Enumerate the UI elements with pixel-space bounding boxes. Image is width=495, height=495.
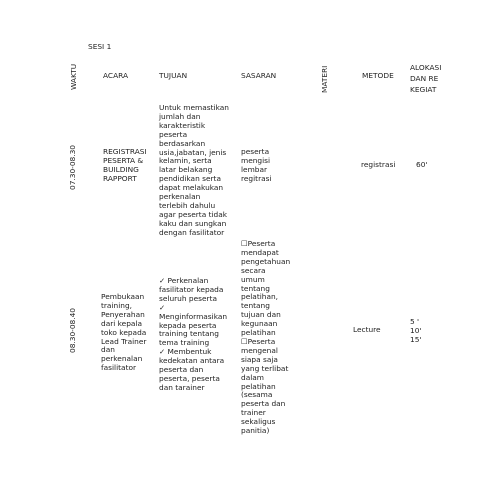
- row2-sasaran: ☐Peserta mendapat pengetahuan secara umum tentang pelatihan, tentang tujuan dan kegunaan pelatihan ☐Peserta mengenal siapa saja yang terlibat dalam pelatihan (sesama peserta dan trainer sekaligus panitia): [241, 239, 291, 436]
- row2-alokasi: 5 ' 10' 15': [410, 317, 422, 344]
- header-waktu: WAKTU: [69, 63, 78, 90]
- row1-tujuan: Untuk memastikan jumlah dan karakteristik peserta berdasarkan usia,jabatan, jenis kelamin, serta latar belakang pendidikan serta dapat melakukan perkenalan terlebih dahulu agar peserta tidak kaku dan sungkan dengan fasilitator: [159, 103, 229, 237]
- session-label: SESI 1: [88, 42, 112, 51]
- header-metode: METODE: [362, 71, 394, 80]
- row1-alokasi: 60': [416, 160, 428, 169]
- header-tujuan: TUJUAN: [159, 71, 188, 80]
- header-materi: MATERI: [320, 65, 329, 93]
- header-alokasi: ALOKASI DAN RE KEGIAT: [410, 63, 442, 94]
- row1-metode: registrasi: [361, 160, 396, 169]
- row1-sasaran: peserta mengisi lembar regitrasi: [241, 147, 272, 183]
- row1-acara: REGISTRASI PESERTA & BUILDING RAPPORT: [103, 147, 147, 183]
- row2-waktu: 08.30-08.40: [68, 308, 77, 353]
- row2-acara: Pembukaan training, Penyerahan dari kepala toko kepada Lead Trainer dan perkenalan fasilitator: [101, 292, 147, 373]
- header-sasaran: SASARAN: [241, 71, 277, 80]
- row1-waktu: 07.30-08.30: [68, 145, 77, 190]
- row2-metode: Lecture: [353, 325, 381, 334]
- row2-tujuan: ✓ Perkenalan fasilitator kepada seluruh peserta ✓ Menginformasikan kepada peserta training tentang tema training ✓ Membentuk kedekatan antara peserta dan peserta, peserta dan tarainer: [159, 276, 228, 392]
- header-acara: ACARA: [103, 71, 129, 80]
